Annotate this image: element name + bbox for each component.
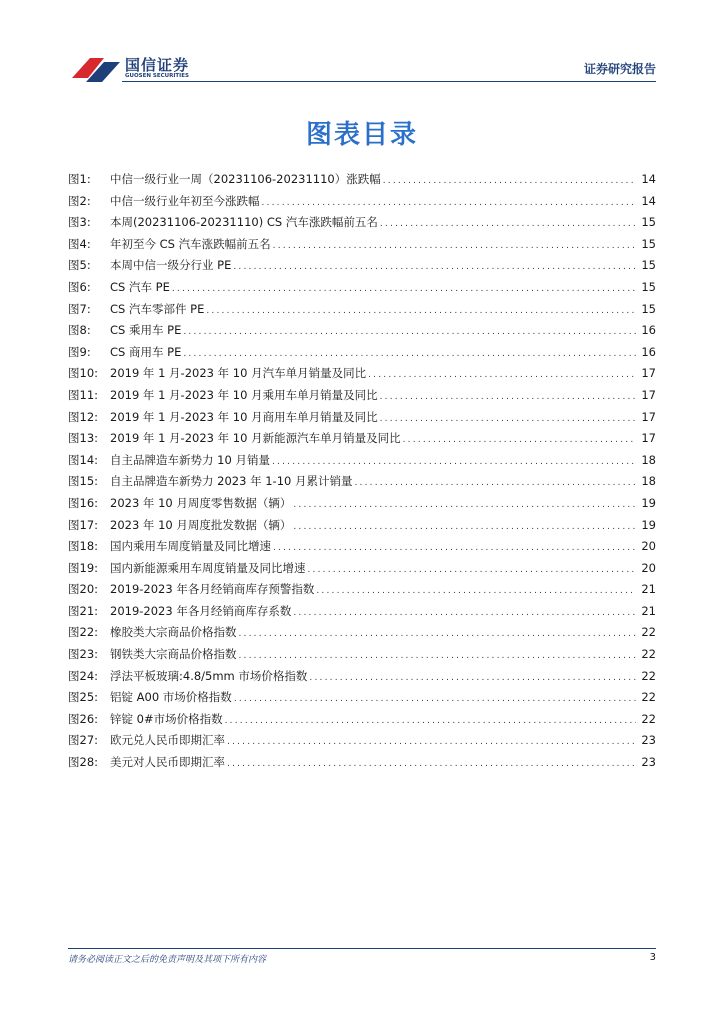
toc-dot-leader — [239, 646, 637, 668]
toc-entry[interactable] — [68, 169, 656, 191]
toc-entry-number: 图28: — [68, 755, 99, 770]
toc-entry-page: 14 — [641, 193, 656, 208]
toc-entry-page: 21 — [641, 603, 656, 618]
toc-entry-title: 美元对人民币即期汇率 — [110, 755, 225, 770]
footer-divider — [68, 948, 656, 949]
toc-entry[interactable] — [68, 385, 656, 407]
toc-entry[interactable] — [68, 601, 656, 623]
toc-entry-title: 本周中信一级分行业 PE — [110, 258, 232, 273]
toc-list — [68, 169, 656, 774]
toc-entry-number: 图22: — [68, 625, 99, 640]
toc-entry[interactable] — [68, 299, 656, 321]
toc-dot-leader — [403, 430, 636, 452]
toc-entry-title: 2019-2023 年各月经销商库存预警指数 — [110, 582, 315, 597]
toc-entry[interactable] — [68, 558, 656, 580]
toc-dot-leader — [262, 193, 637, 215]
toc-entry-number: 图6: — [68, 279, 91, 294]
toc-entry-title: CS 乘用车 PE — [110, 323, 182, 338]
toc-entry-page: 15 — [641, 236, 656, 251]
guosen-logo-icon — [70, 52, 122, 84]
page-number: 3 — [649, 952, 656, 963]
toc-entry-number: 图17: — [68, 517, 99, 532]
toc-dot-leader — [239, 624, 637, 646]
toc-entry-title: CS 汽车零部件 PE — [110, 301, 205, 316]
toc-dot-leader — [273, 538, 636, 560]
toc-dot-leader — [308, 560, 637, 582]
toc-entry-page: 20 — [641, 560, 656, 575]
toc-entry-number: 图5: — [68, 258, 91, 273]
toc-entry-number: 图8: — [68, 323, 91, 338]
toc-entry-title: 欧元兑人民币即期汇率 — [110, 733, 225, 748]
header-divider — [122, 81, 656, 82]
toc-entry-title: 2019-2023 年各月经销商库存系数 — [110, 603, 292, 618]
toc-dot-leader — [233, 257, 636, 279]
toc-entry-title: 2019 年 1 月-2023 年 10 月新能源汽车单月销量及同比 — [110, 431, 401, 446]
toc-entry-number: 图13: — [68, 431, 99, 446]
toc-entry-number: 图27: — [68, 733, 99, 748]
toc-entry-title: 2023 年 10 月周度零售数据（辆） — [110, 495, 292, 510]
toc-entry-title: 2019 年 1 月-2023 年 10 月汽车单月销量及同比 — [110, 366, 367, 381]
toc-entry[interactable] — [68, 363, 656, 385]
toc-entry-page: 16 — [641, 323, 656, 338]
toc-entry-number: 图10: — [68, 366, 99, 381]
toc-dot-leader — [293, 603, 636, 625]
toc-entry[interactable] — [68, 644, 656, 666]
toc-entry-number: 图14: — [68, 452, 99, 467]
toc-entry-title: 本周(20231106-20231110) CS 汽车涨跌幅前五名 — [110, 215, 378, 230]
toc-entry-page: 18 — [641, 452, 656, 467]
toc-entry[interactable] — [68, 579, 656, 601]
toc-dot-leader — [227, 732, 636, 754]
toc-entry-title: 年初至今 CS 汽车涨跌幅前五名 — [110, 236, 271, 251]
toc-entry-page: 15 — [641, 258, 656, 273]
toc-entry-number: 图20: — [68, 582, 99, 597]
toc-entry[interactable] — [68, 450, 656, 472]
logo-chinese-name: 国信证券 — [125, 56, 190, 74]
toc-entry[interactable] — [68, 277, 656, 299]
toc-entry-number: 图16: — [68, 495, 99, 510]
toc-dot-leader — [293, 517, 636, 539]
toc-entry-title: 浮法平板玻璃:4.8/5mm 市场价格指数 — [110, 668, 308, 683]
toc-entry[interactable] — [68, 407, 656, 429]
toc-entry-page: 22 — [641, 711, 656, 726]
toc-dot-leader — [183, 322, 636, 344]
toc-dot-leader — [227, 754, 636, 776]
toc-entry[interactable] — [68, 666, 656, 688]
toc-entry-page: 15 — [641, 215, 656, 230]
toc-entry-number: 图25: — [68, 690, 99, 705]
toc-entry-page: 23 — [641, 733, 656, 748]
toc-entry-number: 图1: — [68, 172, 91, 186]
toc-entry-page: 19 — [641, 495, 656, 510]
toc-dot-leader — [183, 344, 636, 366]
report-type-label: 证券研究报告 — [583, 62, 656, 76]
toc-entry-title: 2019 年 1 月-2023 年 10 月商用车单月销量及同比 — [110, 409, 378, 424]
toc-entry-title: 2019 年 1 月-2023 年 10 月乘用车单月销量及同比 — [110, 387, 378, 402]
toc-entry[interactable] — [68, 320, 656, 342]
toc-entry-number: 图2: — [68, 193, 91, 208]
toc-entry[interactable] — [68, 730, 656, 752]
toc-entry-page: 23 — [641, 755, 656, 770]
logo-english-name: GUOSEN SECURITIES — [125, 73, 189, 79]
toc-entry-title: 钢铁类大宗商品价格指数 — [110, 647, 237, 662]
toc-entry[interactable] — [68, 752, 656, 774]
toc-dot-leader — [380, 214, 636, 236]
toc-entry-page: 19 — [641, 517, 656, 532]
toc-entry[interactable] — [68, 234, 656, 256]
toc-entry-number: 图4: — [68, 236, 91, 251]
toc-dot-leader — [273, 236, 636, 258]
toc-dot-leader — [172, 279, 636, 301]
toc-entry-number: 图26: — [68, 711, 99, 726]
toc-entry[interactable] — [68, 342, 656, 364]
toc-dot-leader — [368, 365, 636, 387]
toc-entry-page: 17 — [641, 431, 656, 446]
toc-entry[interactable] — [68, 471, 656, 493]
toc-entry-page: 20 — [641, 539, 656, 554]
toc-entry-title: 中信一级行业一周（20231106-20231110）涨跌幅 — [110, 172, 381, 186]
toc-title: 图表目录 — [305, 120, 418, 150]
toc-dot-leader — [309, 668, 636, 690]
toc-dot-leader — [355, 473, 637, 495]
toc-entry-page: 14 — [641, 172, 656, 186]
toc-entry-number: 图15: — [68, 474, 99, 489]
toc-entry-title: 自主品牌造车新势力 2023 年 1-10 月累计销量 — [110, 474, 353, 489]
toc-dot-leader — [383, 171, 636, 193]
toc-entry-number: 图19: — [68, 560, 99, 575]
toc-dot-leader — [293, 495, 636, 517]
toc-entry-number: 图9: — [68, 344, 91, 359]
toc-entry[interactable] — [68, 709, 656, 731]
toc-entry-title: CS 商用车 PE — [110, 344, 182, 359]
toc-entry-number: 图24: — [68, 668, 99, 683]
toc-entry-page: 17 — [641, 387, 656, 402]
footer-disclaimer: 请务必阅读正文之后的免责声明及其项下所有内容 — [68, 955, 267, 965]
toc-entry-number: 图7: — [68, 301, 91, 316]
toc-dot-leader — [380, 409, 636, 431]
toc-entry-page: 22 — [641, 668, 656, 683]
toc-entry-number: 图3: — [68, 215, 91, 230]
toc-entry[interactable] — [68, 428, 656, 450]
toc-entry[interactable] — [68, 687, 656, 709]
toc-entry[interactable] — [68, 622, 656, 644]
toc-entry-page: 17 — [641, 409, 656, 424]
toc-entry-page: 22 — [641, 647, 656, 662]
toc-entry-page: 22 — [641, 690, 656, 705]
toc-entry-title: 铝锭 A00 市场价格指数 — [110, 690, 232, 705]
toc-entry-title: 锌锭 0#市场价格指数 — [110, 711, 223, 726]
toc-entry[interactable] — [68, 515, 656, 537]
toc-dot-leader — [272, 452, 636, 474]
toc-entry[interactable] — [68, 212, 656, 234]
toc-dot-leader — [234, 689, 636, 711]
toc-entry-page: 21 — [641, 582, 656, 597]
toc-entry-title: 国内乘用车周度销量及同比增速 — [110, 539, 271, 554]
toc-dot-leader — [206, 301, 636, 323]
toc-entry-title: 橡胶类大宗商品价格指数 — [110, 625, 237, 640]
toc-dot-leader — [316, 581, 636, 603]
toc-dot-leader — [225, 711, 636, 733]
toc-entry-page: 16 — [641, 344, 656, 359]
toc-dot-leader — [380, 387, 636, 409]
guosen-logo — [70, 52, 220, 84]
toc-entry-title: 国内新能源乘用车周度销量及同比增速 — [110, 560, 306, 575]
toc-entry-number: 图12: — [68, 409, 99, 424]
toc-entry[interactable] — [68, 255, 656, 277]
toc-entry-page: 17 — [641, 366, 656, 381]
toc-entry-page: 15 — [641, 301, 656, 316]
toc-entry-title: 自主品牌造车新势力 10 月销量 — [110, 452, 270, 467]
toc-entry-title: CS 汽车 PE — [110, 279, 170, 294]
toc-entry-number: 图23: — [68, 647, 99, 662]
toc-entry-page: 18 — [641, 474, 656, 489]
toc-entry[interactable] — [68, 191, 656, 213]
toc-entry[interactable] — [68, 493, 656, 515]
toc-entry-number: 图18: — [68, 539, 99, 554]
toc-entry-number: 图11: — [68, 387, 99, 402]
toc-entry-page: 15 — [641, 279, 656, 294]
toc-entry-title: 2023 年 10 月周度批发数据（辆） — [110, 517, 292, 532]
toc-entry-number: 图21: — [68, 603, 99, 618]
toc-entry[interactable] — [68, 536, 656, 558]
toc-entry-page: 22 — [641, 625, 656, 640]
toc-entry-title: 中信一级行业年初至今涨跌幅 — [110, 193, 260, 208]
